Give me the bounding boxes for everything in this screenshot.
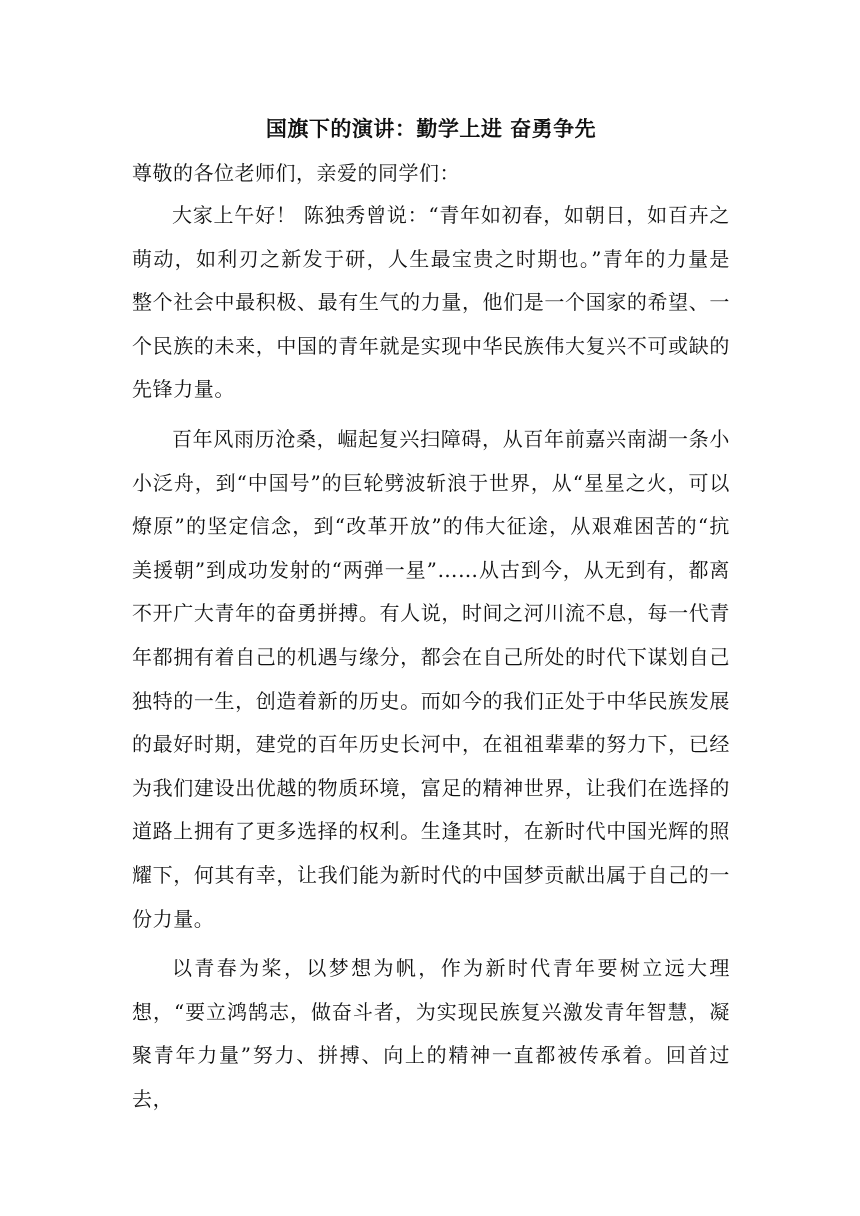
document-body — [132, 112, 730, 1127]
salutation: 尊敬的各位老师们，亲爱的同学们： — [132, 161, 460, 185]
paragraph-1: 大家上午好！ 陈独秀曾说：“青年如初春，如朝日，如百卉之萌动，如利刃之新发于研，人生最宝贵之时期也。”青年的力量是整个社会中最积极、最有生气的力量，他们是一个国家的希望、一个民族的未来，中国的青年就是实现中华民族伟大复兴不可或缺的先锋力量。 — [132, 203, 730, 402]
document-title: 国旗下的演讲：勤学上进 奋勇争先 — [265, 117, 597, 141]
paragraph-2: 百年风雨历沧桑，崛起复兴扫障碍，从百年前嘉兴南湖一条小小泛舟，到“中国号”的巨轮劈波斩浪于世界，从“星星之火，可以燎原”的坚定信念，到“改革开放”的伟大征途，从艰难困苦的“抗美援朝”到成功发射的“两弹一星”……从古到今，从无到有，都离不开广大青年的奋勇拼搏。有人说，时间之河川流不息，每一代青年都拥有着自己的机遇与缘分，都会在自己所处的时代下谋划自己独特的一生，创造着新的历史。而如今的我们正处于中华民族发展的最好时期，建党的百年历史长河中，在祖祖辈辈的努力下，已经为我们建设出优越的物质环境，富足的精神世界，让我们在选择的道路上拥有了更多选择的权利。生逢其时，在新时代中国光辉的照耀下，何其有幸，让我们能为新时代的中国梦贡献出属于自己的一份力量。 — [132, 426, 730, 931]
paragraph-3: 以青春为桨，以梦想为帆，作为新时代青年要树立远大理想，“要立鸿鹄志，做奋斗者，为实现民族复兴激发青年智慧，凝聚青年力量”努力、拼搏、向上的精神一直都被传承着。回首过去， — [132, 956, 730, 1111]
